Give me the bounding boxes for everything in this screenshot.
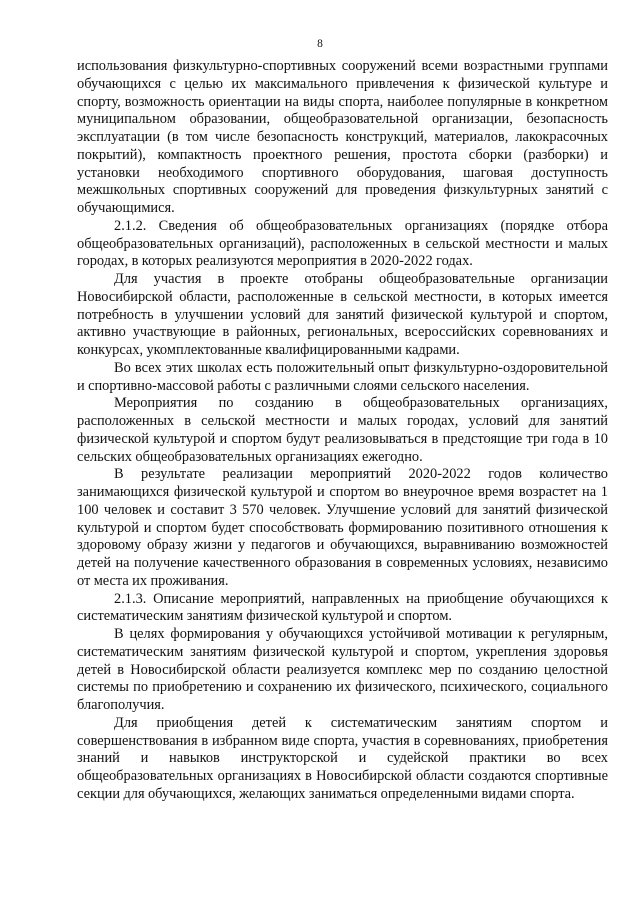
paragraph: В результате реализации мероприятий 2020-2022 годов количество занимающихся физической культурой и спортом во внеурочное время возрастет на 1 100 человек и составит 3 570 человек. Улучшение условий для занятий физической культурой и спортом будет способствовать формированию позитивного отношения к здоровому образу жизни у педагогов и обучающихся, выравниванию возможностей детей на получение качественного образования в современных условиях, независимо от места их проживания.: [77, 466, 608, 589]
paragraph: Для участия в проекте отобраны общеобразовательные организации Новосибирской области, расположенные в сельской местности, в которых имеется потребность в улучшении условий для занятий физической культурой и спортом, активно участвующие в районных, региональных, всероссийских соревнованиях и конкурсах, укомплектованные квалифицированными кадрами.: [77, 271, 608, 358]
paragraph: Мероприятия по созданию в общеобразовательных организациях, расположенных в сельской местности и малых городах, условий для занятий физической культурой и спортом будут реализовываться в предстоящие три года в 10 сельских общеобразовательных организациях ежегодно.: [77, 395, 608, 465]
section-heading-2-1-3: 2.1.3. Описание мероприятий, направленных на приобщение обучающихся к систематическим занятиям физической культурой и спортом.: [77, 590, 608, 625]
paragraph-continuation: использования физкультурно-спортивных сооружений всеми возрастными группами обучающихся с целью их максимального привлечения к физической культуре и спорту, возможность ориентации на виды спорта, наиболее популярные в конкретном муниципальном образовании, общеобразовательной организации, безопасность эксплуатации (в том числе безопасность конструкций, материалов, лакокрасочных покрытий), компактность проектного решения, простота сборки (разборки) и установки необходимого спортивного оборудования, шаговая доступность межшкольных спортивных сооружений для проведения физкультурных занятий с обучающимися.: [77, 58, 608, 216]
document-body: [77, 58, 608, 804]
paragraph: Во всех этих школах есть положительный опыт физкультурно-оздоровительной и спортивно-массовой работы с различными слоями сельского населения.: [77, 359, 608, 394]
paragraph: В целях формирования у обучающихся устойчивой мотивации к регулярным, систематическим занятиям физической культурой и спортом, укрепления здоровья детей в Новосибирской области реализуется комплекс мер по созданию целостной системы по приобретению и сохранению их физического, психического, социального благополучия.: [77, 626, 608, 713]
paragraph: Для приобщения детей к систематическим занятиям спортом и совершенствования в избранном виде спорта, участия в соревнованиях, приобретения знаний и навыков инструкторской и судейской практики во всех общеобразовательных организациях в Новосибирской области создаются спортивные секции для обучающихся, желающих заниматься определенными видами спорта.: [77, 714, 608, 802]
page-number: 8: [317, 38, 323, 50]
section-heading-2-1-2: 2.1.2. Сведения об общеобразовательных организациях (порядке отбора общеобразовательных организаций), расположенных в сельской местности и малых городах, в которых реализуются мероприятия в 2020-2022 годах.: [77, 217, 608, 270]
